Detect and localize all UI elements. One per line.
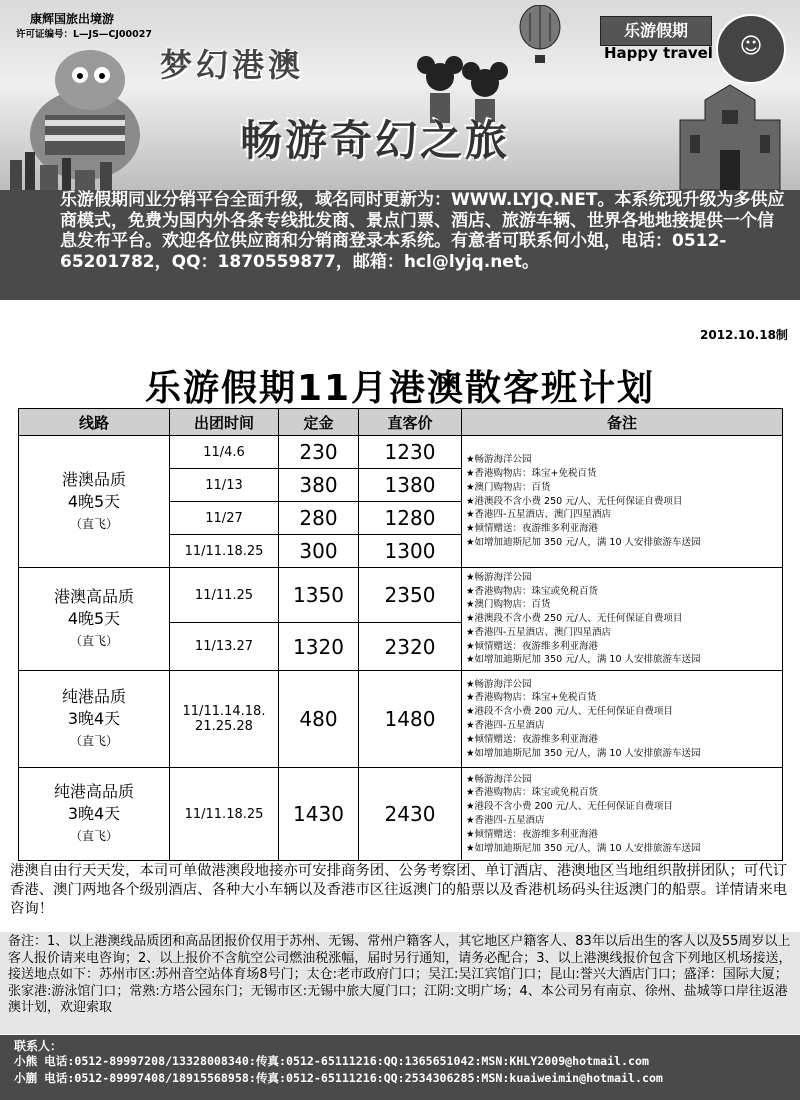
note-item: ★畅游海洋公园 [466,678,532,690]
note-item: ★港澳段不含小费 250 元/人、无任何保证自费项目 [466,613,683,625]
route-flight: （直飞） [69,829,118,843]
note-item: ★倾情赠送：夜游维多利亚海港 [466,640,599,652]
intro-text: 乐游假期同业分销平台全面升级，域名同时更新为：WWW.LYJQ.NET。本系统现升级为多供应商模式，免费为国内外各条专线批发商、景点门票、酒店、旅游车辆、世界各地地接提供一个信息发布平台。欢迎各位供应商和分销商登录本系统。有意者可联系何小姐，电话：0512-65201782，QQ：1870559877，邮箱：hcl@lyjq.net。 [60,190,785,272]
notes-cell [462,768,783,861]
note-item: ★畅游海洋公园 [466,454,532,466]
deposit-cell: 380 [279,469,359,502]
issue-date: 2012.10.18制 [700,328,788,342]
note-item: ★香港四-五星酒店 [466,720,545,731]
banner-subtitle: 畅游奇幻之旅 [240,116,511,165]
route-name: 港澳高品质 [53,587,134,606]
schedule-table [18,408,783,861]
deposit-cell: 1320 [279,623,359,671]
retail-price-cell: 2320 [359,623,462,671]
note-item: ★如增加迪斯尼加 350 元/人，满 10 人安排旅游车送园 [466,536,701,548]
route-cell [19,568,170,671]
note-item: ★澳门购物店：百货 [466,481,551,493]
note-item: ★港澳段不含小费 250 元/人、无任何保证自费项目 [466,495,683,507]
retail-price-cell: 2430 [359,768,462,861]
retail-price-cell: 2350 [359,568,462,623]
contact-label: 联系人： [14,1039,63,1053]
note-item: ★澳门购物店：百货 [466,599,551,611]
note-item: ★如增加迪斯尼加 350 元/人，满 10 人安排旅游车送园 [466,654,701,666]
deposit-cell: 300 [279,535,359,568]
city-skyline-illustration [0,150,200,190]
hot-air-balloon-illustration [515,5,565,65]
note-item: ★港段不含小费 200 元/人、无任何保证自费项目 [466,706,673,718]
note-item: ★香港四-五星酒店、澳门四星酒店 [466,509,611,521]
header-date: 出团时间 [170,409,279,436]
departure-date-cell: 11/11.18.25 [170,535,279,568]
ruins-of-st-paul-illustration [660,80,800,190]
retail-price-cell: 1230 [359,436,462,469]
route-name: 纯港高品质 [53,782,134,801]
license-number: 许可证编号：L—JS—CJ00027 [16,29,152,40]
note-item: ★香港购物店：珠宝+免税百货 [466,692,597,704]
retail-price-cell: 1280 [359,502,462,535]
header-deposit: 定金 [279,409,359,436]
route-name: 纯港品质 [61,687,126,706]
retail-price-cell: 1300 [359,535,462,568]
departure-date-cell: 11/13.27 [170,623,279,671]
note-item: ★倾情赠送：夜游维多利亚海港 [466,523,599,535]
deposit-cell: 280 [279,502,359,535]
header-notes: 备注 [462,409,783,436]
table-header-row [19,409,783,436]
route-duration: 3晚4天 [67,709,121,728]
route-flight: （直飞） [69,734,118,748]
brand-logo-en: Happy travel [604,44,713,62]
agency-name: 康辉国旅出境游 [30,12,115,26]
notes-cell [462,436,783,568]
route-name: 港澳品质 [61,469,126,489]
note-item: ★香港四-五星酒店、澳门四星酒店 [466,626,611,638]
route-flight: （直飞） [69,516,118,531]
retail-price-cell: 1380 [359,469,462,502]
departure-date-cell: 11/11.18.25 [170,768,279,861]
table-row [19,671,783,768]
header-route: 线路 [19,409,170,436]
note-item: ★如增加迪斯尼加 350 元/人，满 10 人安排旅游车送园 [466,747,701,759]
note-item: ★港段不含小费 200 元/人、无任何保证自费项目 [466,801,673,813]
note-item: ★香港购物店：珠宝或免税百货 [466,787,599,799]
table-row [19,768,783,861]
deposit-cell: 1350 [279,568,359,623]
route-duration: 4晚5天 [67,491,121,511]
deposit-cell: 480 [279,671,359,768]
route-cell [19,768,170,861]
service-description: 港澳自由行天天发，本司可单做港澳段地接亦可安排商务团、公务考察团、单订酒店、港澳地区当地组织散拼团队；可代订香港、澳门两地各个级别酒店、各种大小车辆以及香港市区往返澳门的船票以及香港机场码头往返澳门的船票。详情请来电咨询！ [10,863,788,917]
contact-line: 小熊 电话:0512-89997208/13328008340:传真:0512-65111216:QQ:1365651042:MSN:KHLY2009@hotmail.com [14,1054,649,1068]
route-cell [19,671,170,768]
banner-title: 梦幻港澳 [160,46,305,84]
table-row [19,436,783,469]
header-price: 直客价 [359,409,462,436]
deposit-cell: 230 [279,436,359,469]
note-item: ★香港购物店：珠宝+免税百货 [466,468,597,479]
happy-travel-figure-icon: ☺ [716,14,786,84]
departure-date-cell: 11/27 [170,502,279,535]
departure-date-cell: 11/11.25 [170,568,279,623]
note-item: ★倾情赠送：夜游维多利亚海港 [466,828,599,840]
brand-logo-cn: 乐游假期 [600,16,712,46]
route-flight: （直飞） [69,634,118,648]
departure-date-cell: 11/4.6 [170,436,279,469]
route-duration: 3晚4天 [67,804,121,823]
main-title: 乐游假期11月港澳散客班计划 [144,368,656,409]
notes-cell [462,671,783,768]
route-cell [19,436,170,568]
deposit-cell: 1430 [279,768,359,861]
note-item: ★香港四-五星酒店 [466,815,545,826]
note-item: ★如增加迪斯尼加 350 元/人，满 10 人安排旅游车送园 [466,842,701,854]
departure-date-cell: 11/11.14.18. 21.25.28 [170,671,279,768]
contact-line: 小蒯 电话:0512-89997408/18915568958:传真:0512-65111216:QQ:2534306285:MSN:kuaiweimin@hotmail.com [14,1071,663,1085]
note-item: ★畅游海洋公园 [466,773,532,785]
note-item: ★畅游海洋公园 [466,571,532,583]
retail-price-cell: 1480 [359,671,462,768]
departure-date-cell: 11/13 [170,469,279,502]
route-duration: 4晚5天 [67,609,121,628]
table-row [19,568,783,623]
note-item: ★倾情赠送：夜游维多利亚海港 [466,733,599,745]
note-item: ★香港购物店：珠宝或免税百货 [466,585,599,597]
notes-cell [462,568,783,671]
remarks-text: 备注：1、以上港澳线品质团和高品团报价仅用于苏州、无锡、常州户籍客人，其它地区户籍客人、83年以后出生的客人以及55周岁以上客人报价请来电咨询；2、以上报价不含航空公司燃油税涨幅，届时另行通知，请务必配合；3、以上港澳线报价包含下列地区机场接送，接送地点如下：苏州市区:苏州音空站体育场8号门；太仓:老市政府门口；吴江:吴江宾馆门口；昆山:誉兴大酒店门口；盛泽：国际大厦；张家港:游泳馆门口；常熟:方塔公园东门；无锡市区:无锡中旅大厦门口；江阴:文明广场；4、本公司另有南京、徐州、盐城等口岸往返港澳计划，欢迎索取 [8,934,792,1015]
